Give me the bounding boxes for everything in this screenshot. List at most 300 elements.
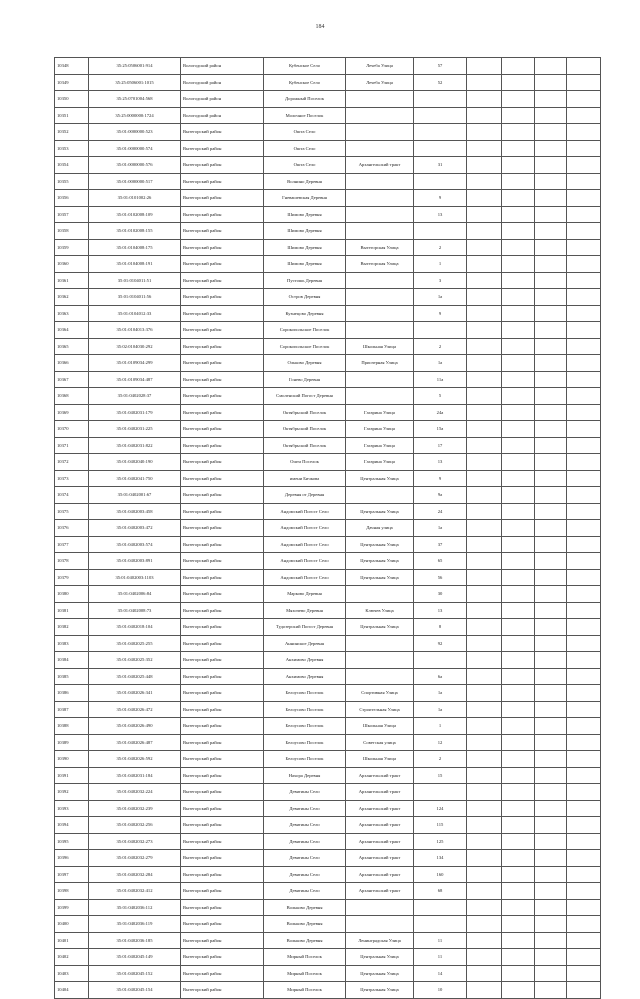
empty-cell — [467, 157, 502, 174]
settlement-cell: Девятины Село — [264, 850, 346, 867]
row-number-cell: 10395 — [55, 833, 89, 850]
settlement-cell: Андомский Погост Село — [264, 520, 346, 537]
empty-cell — [502, 289, 535, 306]
table-row — [55, 355, 601, 372]
district-cell: Вытегорский район — [181, 388, 264, 405]
street-cell: Дачная улица — [346, 520, 414, 537]
empty-cell — [467, 652, 502, 669]
district-cell: Вытегорский район — [181, 685, 264, 702]
empty-cell — [467, 503, 502, 520]
settlement-cell: Девятины Село — [264, 866, 346, 883]
table-row — [55, 883, 601, 900]
house-number-cell: 11 — [414, 932, 467, 949]
empty-cell — [467, 536, 502, 553]
empty-cell — [502, 421, 535, 438]
street-cell — [346, 173, 414, 190]
property-register-table — [54, 57, 601, 999]
empty-cell — [535, 470, 567, 487]
row-number-cell: 10404 — [55, 982, 89, 999]
street-cell: Центральная Улица — [346, 965, 414, 982]
district-cell: Вытегорский район — [181, 982, 264, 999]
settlement-cell: Андомский Погост Село — [264, 536, 346, 553]
empty-cell — [567, 734, 601, 751]
settlement-cell: Смоленский Погост Деревня — [264, 388, 346, 405]
empty-cell — [467, 404, 502, 421]
house-number-cell: 30 — [414, 586, 467, 603]
empty-cell — [567, 223, 601, 240]
empty-cell — [535, 272, 567, 289]
row-number-cell: 10377 — [55, 536, 89, 553]
empty-cell — [567, 652, 601, 669]
district-cell: Вытегорский район — [181, 272, 264, 289]
house-number-cell: 2 — [414, 338, 467, 355]
street-cell: Советская улица — [346, 734, 414, 751]
empty-cell — [535, 899, 567, 916]
row-number-cell: 10350 — [55, 91, 89, 108]
table-row — [55, 371, 601, 388]
settlement-cell: Мяхочево Деревня — [264, 602, 346, 619]
cadastral-number-cell: 35:01:0402003:458 — [89, 503, 181, 520]
district-cell: Вытегорский район — [181, 157, 264, 174]
district-cell: Вытегорский район — [181, 322, 264, 339]
cadastral-number-cell: 35:01:0402031:225 — [89, 421, 181, 438]
cadastral-number-cell: 35:01:0402026:490 — [89, 718, 181, 735]
street-cell: Центральная Улица — [346, 536, 414, 553]
district-cell: Вытегорский район — [181, 569, 264, 586]
empty-cell — [502, 58, 535, 75]
empty-cell — [502, 833, 535, 850]
house-number-cell: 68 — [414, 883, 467, 900]
row-number-cell: 10348 — [55, 58, 89, 75]
street-cell: Архангельский тракт — [346, 767, 414, 784]
empty-cell — [467, 899, 502, 916]
empty-cell — [467, 322, 502, 339]
table-row — [55, 173, 601, 190]
empty-cell — [567, 239, 601, 256]
empty-cell — [467, 932, 502, 949]
table-row — [55, 503, 601, 520]
cadastral-number-cell: 35:01:0000000:517 — [89, 173, 181, 190]
district-cell: Вытегорский район — [181, 784, 264, 801]
empty-cell — [467, 800, 502, 817]
district-cell: Вытегорский район — [181, 833, 264, 850]
district-cell: Вытегорский район — [181, 817, 264, 834]
row-number-cell: 10359 — [55, 239, 89, 256]
house-number-cell: 134 — [414, 850, 467, 867]
row-number-cell: 10358 — [55, 223, 89, 240]
street-cell: Архангельский тракт — [346, 800, 414, 817]
empty-cell — [502, 388, 535, 405]
district-cell: Вытегорский район — [181, 949, 264, 966]
house-number-cell: 15а — [414, 421, 467, 438]
row-number-cell: 10367 — [55, 371, 89, 388]
empty-cell — [567, 866, 601, 883]
street-cell: Центральная Улица — [346, 503, 414, 520]
row-number-cell: 10387 — [55, 701, 89, 718]
empty-cell — [502, 718, 535, 735]
empty-cell — [502, 668, 535, 685]
row-number-cell: 10360 — [55, 256, 89, 273]
empty-cell — [467, 272, 502, 289]
table-row — [55, 305, 601, 322]
settlement-cell: Шимово Деревня — [264, 223, 346, 240]
page-number: 184 — [315, 24, 325, 30]
empty-cell — [567, 586, 601, 603]
table-row — [55, 536, 601, 553]
district-cell: Вытегорский район — [181, 899, 264, 916]
row-number-cell: 10351 — [55, 107, 89, 124]
empty-cell — [502, 157, 535, 174]
cadastral-number-cell: 35:01:0402001:67 — [89, 487, 181, 504]
house-number-cell: 52 — [414, 74, 467, 91]
table-row — [55, 223, 601, 240]
empty-cell — [535, 74, 567, 91]
row-number-cell: 10370 — [55, 421, 89, 438]
district-cell: Вытегорский район — [181, 454, 264, 471]
cadastral-number-cell: 35:01:0402003:574 — [89, 536, 181, 553]
empty-cell — [467, 388, 502, 405]
row-number-cell: 10389 — [55, 734, 89, 751]
settlement-cell: Пустошь Деревня — [264, 272, 346, 289]
district-cell: Вытегорский район — [181, 850, 264, 867]
empty-cell — [535, 206, 567, 223]
empty-cell — [502, 256, 535, 273]
cadastral-number-cell: 35:01:0402025:255 — [89, 635, 181, 652]
empty-cell — [502, 454, 535, 471]
table-row — [55, 190, 601, 207]
house-number-cell: 9а — [414, 487, 467, 504]
settlement-cell: Молочное Поселок — [264, 107, 346, 124]
house-number-cell — [414, 916, 467, 933]
house-number-cell — [414, 91, 467, 108]
table-row — [55, 454, 601, 471]
empty-cell — [467, 767, 502, 784]
cadastral-number-cell: 35:01:0104013:376 — [89, 322, 181, 339]
district-cell: Вытегорский район — [181, 206, 264, 223]
house-number-cell: 14 — [414, 965, 467, 982]
house-number-cell: 6а — [414, 668, 467, 685]
table-row — [55, 487, 601, 504]
table-row — [55, 949, 601, 966]
house-number-cell: 13 — [414, 454, 467, 471]
cadastral-number-cell: 35:01:0402032:256 — [89, 817, 181, 834]
empty-cell — [502, 124, 535, 141]
house-number-cell: 17 — [414, 437, 467, 454]
cadastral-number-cell: 35:01:0000000:523 — [89, 124, 181, 141]
empty-cell — [467, 454, 502, 471]
empty-cell — [535, 553, 567, 570]
table-row — [55, 470, 601, 487]
settlement-cell: Мирный Поселок — [264, 982, 346, 999]
district-cell: Вытегорский район — [181, 305, 264, 322]
table-row — [55, 932, 601, 949]
empty-cell — [567, 437, 601, 454]
house-number-cell — [414, 652, 467, 669]
empty-cell — [502, 635, 535, 652]
row-number-cell: 10375 — [55, 503, 89, 520]
row-number-cell: 10382 — [55, 619, 89, 636]
street-cell: Гагарина Улица — [346, 454, 414, 471]
empty-cell — [535, 371, 567, 388]
empty-cell — [567, 619, 601, 636]
empty-cell — [535, 883, 567, 900]
house-number-cell: 115 — [414, 817, 467, 834]
district-cell: Вытегорский район — [181, 173, 264, 190]
street-cell — [346, 668, 414, 685]
table-row — [55, 421, 601, 438]
house-number-cell: 11 — [414, 949, 467, 966]
settlement-cell: Белоусово Поселок — [264, 701, 346, 718]
settlement-cell: имени Бичкова — [264, 470, 346, 487]
table-row — [55, 602, 601, 619]
table-row — [55, 586, 601, 603]
empty-cell — [567, 371, 601, 388]
house-number-cell: 9 — [414, 190, 467, 207]
empty-cell — [502, 932, 535, 949]
house-number-cell: 13 — [414, 602, 467, 619]
row-number-cell: 10386 — [55, 685, 89, 702]
street-cell — [346, 91, 414, 108]
house-number-cell: 31 — [414, 157, 467, 174]
cadastral-number-cell: 35:01:0000000:574 — [89, 140, 181, 157]
empty-cell — [467, 107, 502, 124]
row-number-cell: 10356 — [55, 190, 89, 207]
empty-cell — [502, 850, 535, 867]
empty-cell — [567, 272, 601, 289]
table-row — [55, 899, 601, 916]
house-number-cell — [414, 784, 467, 801]
table-row — [55, 338, 601, 355]
cadastral-number-cell: 35:01:0402045:154 — [89, 982, 181, 999]
settlement-cell: Марково Деревня — [264, 586, 346, 603]
empty-cell — [467, 355, 502, 372]
house-number-cell: 125 — [414, 833, 467, 850]
empty-cell — [535, 223, 567, 240]
empty-cell — [567, 536, 601, 553]
settlement-cell: Аннинское Деревня — [264, 635, 346, 652]
empty-cell — [535, 916, 567, 933]
cadastral-number-cell: 35:01:0402041:750 — [89, 470, 181, 487]
cadastral-number-cell: 35:01:0402026:592 — [89, 751, 181, 768]
table-row — [55, 685, 601, 702]
empty-cell — [567, 949, 601, 966]
district-cell: Вытегорский район — [181, 734, 264, 751]
table-row — [55, 701, 601, 718]
empty-cell — [502, 553, 535, 570]
settlement-cell: Белоусово Поселок — [264, 685, 346, 702]
cadastral-number-cell: 35:01:0402032:273 — [89, 833, 181, 850]
empty-cell — [567, 388, 601, 405]
street-cell — [346, 487, 414, 504]
table-row — [55, 74, 601, 91]
row-number-cell: 10383 — [55, 635, 89, 652]
street-cell: Школьная Улица — [346, 338, 414, 355]
empty-cell — [467, 784, 502, 801]
street-cell: Приозерная Улица — [346, 355, 414, 372]
empty-cell — [535, 685, 567, 702]
district-cell: Вытегорский район — [181, 256, 264, 273]
empty-cell — [502, 140, 535, 157]
cadastral-number-cell: 35:01:0402026:487 — [89, 734, 181, 751]
empty-cell — [567, 635, 601, 652]
empty-cell — [502, 800, 535, 817]
district-cell: Вытегорский район — [181, 635, 264, 652]
settlement-cell: Волнино Деревня — [264, 173, 346, 190]
empty-cell — [502, 685, 535, 702]
street-cell: Центральная Улица — [346, 982, 414, 999]
row-number-cell: 10392 — [55, 784, 89, 801]
empty-cell — [535, 536, 567, 553]
district-cell: Вытегорский район — [181, 371, 264, 388]
empty-cell — [502, 652, 535, 669]
street-cell: Архангельский тракт — [346, 883, 414, 900]
district-cell: Вытегорский район — [181, 701, 264, 718]
cadastral-number-cell: 35:01:0402032:412 — [89, 883, 181, 900]
empty-cell — [467, 74, 502, 91]
street-cell: Центральная Улица — [346, 949, 414, 966]
empty-cell — [535, 437, 567, 454]
table-row — [55, 91, 601, 108]
row-number-cell: 10380 — [55, 586, 89, 603]
empty-cell — [567, 685, 601, 702]
settlement-cell: Девятины Село — [264, 817, 346, 834]
empty-cell — [502, 569, 535, 586]
house-number-cell: 9 — [414, 470, 467, 487]
table-row — [55, 569, 601, 586]
settlement-cell: Шимово Деревня — [264, 256, 346, 273]
house-number-cell: 1а — [414, 701, 467, 718]
settlement-cell: Деревня от Деревня — [264, 487, 346, 504]
empty-cell — [502, 767, 535, 784]
empty-cell — [467, 91, 502, 108]
cadastral-number-cell: 35:01:0402025:448 — [89, 668, 181, 685]
cadastral-number-cell: 35:01:0109034:299 — [89, 355, 181, 372]
empty-cell — [535, 454, 567, 471]
empty-cell — [502, 437, 535, 454]
empty-cell — [502, 91, 535, 108]
empty-cell — [502, 751, 535, 768]
cadastral-number-cell: 35:02:0104030:292 — [89, 338, 181, 355]
district-cell: Вытегорский район — [181, 239, 264, 256]
street-cell: Вытегорская Улица — [346, 239, 414, 256]
table-row — [55, 718, 601, 735]
street-cell: Архангельский тракт — [346, 866, 414, 883]
empty-cell — [535, 487, 567, 504]
table-row — [55, 520, 601, 537]
district-cell: Вытегорский район — [181, 767, 264, 784]
empty-cell — [467, 338, 502, 355]
empty-cell — [535, 140, 567, 157]
house-number-cell: 3 — [414, 272, 467, 289]
street-cell: Лечеба Улица — [346, 74, 414, 91]
table-row — [55, 239, 601, 256]
district-cell: Вытегорский район — [181, 932, 264, 949]
district-cell: Вологодский район — [181, 107, 264, 124]
street-cell: Школьная Улица — [346, 751, 414, 768]
street-cell: Строительная Улица — [346, 701, 414, 718]
empty-cell — [467, 586, 502, 603]
empty-cell — [467, 289, 502, 306]
settlement-cell: Сорокопольское Поселок — [264, 322, 346, 339]
empty-cell — [467, 635, 502, 652]
empty-cell — [467, 982, 502, 999]
empty-cell — [535, 817, 567, 834]
settlement-cell: Октябрьский Поселок — [264, 404, 346, 421]
house-number-cell: 11а — [414, 371, 467, 388]
empty-cell — [467, 883, 502, 900]
row-number-cell: 10390 — [55, 751, 89, 768]
street-cell — [346, 124, 414, 141]
empty-cell — [502, 322, 535, 339]
empty-cell — [502, 536, 535, 553]
settlement-cell: Анхимово Деревня — [264, 668, 346, 685]
empty-cell — [567, 454, 601, 471]
row-number-cell: 10365 — [55, 338, 89, 355]
house-number-cell: 1а — [414, 520, 467, 537]
district-cell: Вытегорский район — [181, 140, 264, 157]
row-number-cell: 10384 — [55, 652, 89, 669]
empty-cell — [535, 173, 567, 190]
empty-cell — [535, 652, 567, 669]
empty-cell — [567, 784, 601, 801]
house-number-cell: 15 — [414, 767, 467, 784]
empty-cell — [567, 767, 601, 784]
cadastral-number-cell: 35:01:0402008:73 — [89, 602, 181, 619]
empty-cell — [567, 982, 601, 999]
empty-cell — [502, 74, 535, 91]
street-cell — [346, 107, 414, 124]
empty-cell — [535, 668, 567, 685]
cadastral-number-cell: 35:01:0102008:155 — [89, 223, 181, 240]
house-number-cell — [414, 223, 467, 240]
empty-cell — [467, 751, 502, 768]
empty-cell — [467, 734, 502, 751]
house-number-cell — [414, 107, 467, 124]
street-cell — [346, 635, 414, 652]
settlement-cell: Шимово Деревня — [264, 206, 346, 223]
district-cell: Вытегорский район — [181, 916, 264, 933]
street-cell — [346, 140, 414, 157]
settlement-cell: Гневашевская Деревня — [264, 190, 346, 207]
empty-cell — [535, 619, 567, 636]
settlement-cell: Ольково Деревня — [264, 355, 346, 372]
district-cell: Вытегорский район — [181, 503, 264, 520]
empty-cell — [535, 520, 567, 537]
empty-cell — [535, 866, 567, 883]
table-row — [55, 619, 601, 636]
empty-cell — [467, 602, 502, 619]
table-row — [55, 751, 601, 768]
house-number-cell: 1а — [414, 355, 467, 372]
settlement-cell: Андомский Погост Село — [264, 503, 346, 520]
empty-cell — [502, 404, 535, 421]
empty-cell — [567, 800, 601, 817]
empty-cell — [535, 718, 567, 735]
row-number-cell: 10388 — [55, 718, 89, 735]
empty-cell — [467, 470, 502, 487]
house-number-cell: 9 — [414, 305, 467, 322]
cadastral-number-cell: 35:01:0402031:822 — [89, 437, 181, 454]
table-row — [55, 833, 601, 850]
empty-cell — [535, 850, 567, 867]
table-row — [55, 272, 601, 289]
empty-cell — [567, 355, 601, 372]
cadastral-number-cell: 35:01:0402036:119 — [89, 916, 181, 933]
table-row — [55, 124, 601, 141]
empty-cell — [567, 470, 601, 487]
empty-cell — [467, 949, 502, 966]
empty-cell — [535, 751, 567, 768]
